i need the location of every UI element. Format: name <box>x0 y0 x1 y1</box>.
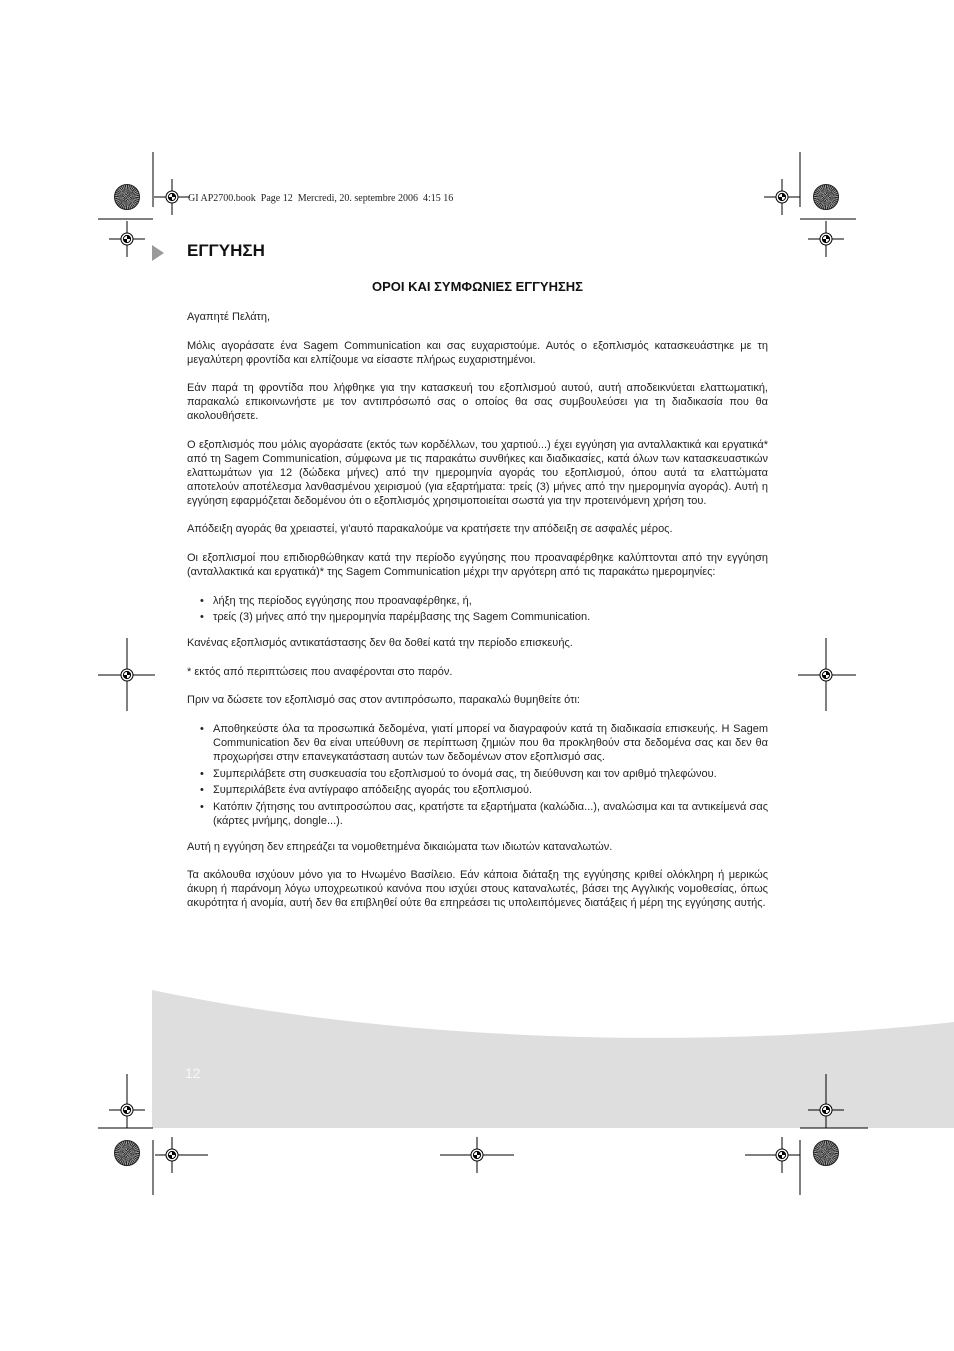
bullet-icon: • <box>200 611 204 624</box>
rosette-icon <box>114 1140 140 1166</box>
registration-mark-icon <box>745 1137 800 1173</box>
registration-mark-icon <box>98 638 155 711</box>
list-item <box>200 783 768 797</box>
body-text <box>187 310 768 925</box>
registration-mark-icon <box>155 1137 208 1173</box>
bullet-icon: • <box>200 767 204 780</box>
rosette-icon <box>813 1140 839 1166</box>
registration-mark-icon <box>440 1137 514 1173</box>
paragraph: Απόδειξη αγοράς θα χρειαστεί, γι'αυτό παρακαλούμε να κρατήσετε την απόδειξη σε ασφαλές μέρος. <box>187 523 673 536</box>
paragraph: Τα ακόλουθα ισχύουν μόνο για το Ηνωμένο Βασίλειο. Εάν κάποια διάταξη της εγγύησης κριθεί ολόκληρη ή μερικώς άκυρη ή παράνομη λόγω υποχρεωτικού κανόνα που ισχύει στους καταναλωτές, βάσει της Αγγλικής νομοθεσίας, όπως ακυρότητα ή ανομία, αυτή δεν θα επιβληθεί ούτε θα επηρεάσει τις υπολειπόμενες διατάξεις ή μέρη της εγγύησης αυτής. <box>187 869 768 910</box>
bullet-list <box>187 594 768 625</box>
registration-mark-icon <box>109 221 145 257</box>
bullet-icon: • <box>200 594 204 607</box>
print-info-slug: GI AP2700.book Page 12 Mercredi, 20. septembre 2006 4:15 16 <box>188 193 454 204</box>
registration-mark-icon <box>109 1074 145 1128</box>
list-item-text: τρείς (3) μήνες από την ημερομηνία παρέμβασης της Sagem Communication. <box>213 611 591 624</box>
list-item <box>200 594 768 608</box>
page-number: 12 <box>185 1065 201 1081</box>
registration-mark-icon <box>154 179 190 215</box>
paragraph-footnote: * εκτός από περιπτώσεις που αναφέρονται στο παρόν. <box>187 665 453 678</box>
registration-mark-icon <box>798 638 856 711</box>
registration-mark-icon <box>764 179 800 215</box>
list-item <box>200 767 768 781</box>
paragraph: Μόλις αγοράσατε ένα Sagem Communication και σας ευχαριστούμε. Αυτός ο εξοπλισμός κατασκευάστηκε με τη μεγαλύτερη φροντίδα και ελπίζουμε να είσαστε πλήρως ευχαριστημένοι. <box>187 339 768 366</box>
list-item-text: Συμπεριλάβετε στη συσκευασία του εξοπλισμού το όνομά σας, τη διεύθυνση και τον αριθμό τηλεφώνου. <box>213 767 717 780</box>
paragraph: Κανένας εξοπλισμός αντικατάστασης δεν θα δοθεί κατά την περίοδο επισκευής. <box>187 637 573 650</box>
list-item <box>200 610 768 624</box>
paragraph: Αυτή η εγγύηση δεν επηρεάζει τα νομοθετημένα δικαιώματα των ιδιωτών καταναλωτών. <box>187 840 613 853</box>
bullet-icon: • <box>200 784 204 797</box>
triangle-right-icon <box>152 245 164 261</box>
paragraph: Ο εξοπλισμός που μόλις αγοράσατε (εκτός των κορδέλλων, του χαρτιού...) έχει εγγύηση για ανταλλακτικά και εργατικά* από τη Sagem Communication, σύμφωνα με τις παρακάτω συνθήκες και διαδικασίες, κατά όλων των κατασκευαστικών ελαττωμάτων για 12 (δώδεκα μήνες) από την ημερομηνία αγοράς του εξοπλισμού, όπου αυτά τα ελαττώματα αποτελούν αποτέλεσμα λανθασμένου χειρισμού (για εξαρτήματα: τρείς (3) μήνες από την ημερομηνία αγοράς). Αυτή η εγγύηση εφαρμόζεται δεδομένου ότι ο εξοπλισμός χρησιμοποιείται σωστά για την προτεινόμενη χρήση του. <box>187 438 768 507</box>
rosette-icon <box>813 184 839 210</box>
list-item <box>200 800 768 828</box>
registration-mark-icon <box>808 221 844 257</box>
paragraph: Οι εξοπλισμοί που επιδιορθώθηκαν κατά την περίοδο εγγύησης που προαναφέρθηκε καλύπτονται από την εγγύηση (ανταλλακτικά και εργατικά)* της Sagem Communication μέχρι την αργότερη από τις παρακάτω ημερομηνίες: <box>187 551 768 578</box>
paragraph-greeting: Αγαπητέ Πελάτη, <box>187 311 271 323</box>
bullet-icon: • <box>200 722 204 735</box>
section-title: ΕΓΓΥΗΣΗ <box>187 241 265 260</box>
footer-band <box>152 990 954 1128</box>
paragraph: Εάν παρά τη φροντίδα που λήφθηκε για την κατασκευή του εξοπλισμού αυτού, αυτή αποδεικνύεται ελαττωματική, παρακαλώ επικοινωνήστε με τον αντιπρόσωπό σας ο οποίος θα σας συμβουλεύσει για τη διαδικασία που θα ακολουθήσετε. <box>187 382 768 423</box>
bullet-icon: • <box>200 800 204 813</box>
list-item-text: Κατόπιν ζήτησης του αντιπροσώπου σας, κρατήστε τα εξαρτήματα (καλώδια...), αναλώσιμα και τα αντικείμενά σας (κάρτες μνήμης, dongle...). <box>213 800 768 827</box>
list-item <box>200 722 768 764</box>
list-item-text: Αποθηκεύστε όλα τα προσωπικά δεδομένα, γιατί μπορεί να διαγραφούν κατά τη διαδικασία επισκευής. Η Sagem Communication δεν θα είναι υπεύθυνη σε περίπτωση ζημιών που θα προκληθούν στα δεδομένα σας και δεν θα προχωρήσει στην επανεγκατάσταση αυτών των δεδομένων στον εξοπλισμό σας. <box>213 722 768 763</box>
section-subtitle: ΟΡΟΙ ΚΑΙ ΣΥΜΦΩΝΙΕΣ ΕΓΓΥΗΣΗΣ <box>372 279 583 294</box>
bullet-list <box>187 722 768 828</box>
list-item-text: Συμπεριλάβετε ένα αντίγραφο απόδειξης αγοράς του εξοπλισμού. <box>213 784 533 797</box>
rosette-icon <box>114 184 140 210</box>
paragraph: Πριν να δώσετε τον εξοπλισμό σας στον αντιπρόσωπο, παρακαλώ θυμηθείτε ότι: <box>187 694 580 707</box>
list-item-text: λήξη της περίοδος εγγύησης που προαναφέρθηκε, ή, <box>213 594 472 607</box>
